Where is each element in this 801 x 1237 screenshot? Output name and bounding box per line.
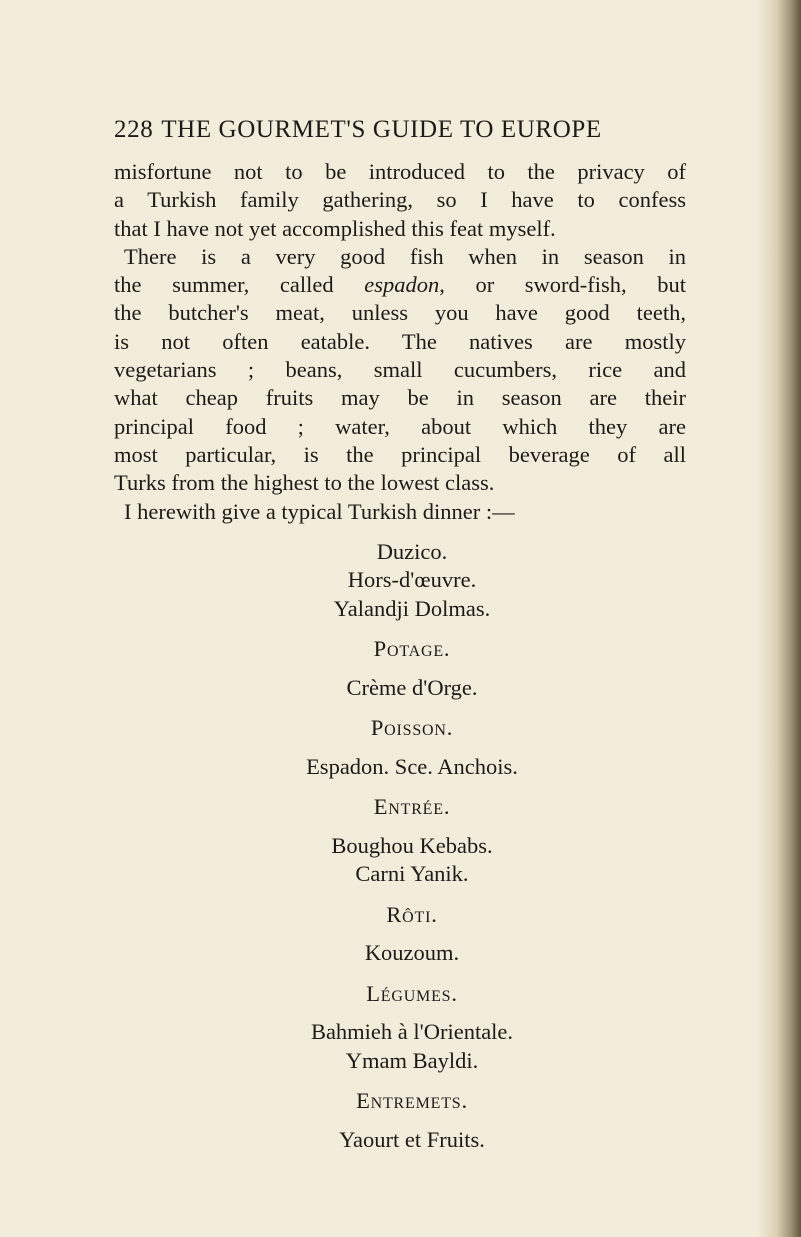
paragraph-2 [114,243,686,498]
menu-item: Duzico. [376,538,448,564]
menu-item: Boughou Kebabs. [331,832,493,858]
menu-item: Kouzoum. [364,940,460,966]
menu-heading: Entrée. [373,794,451,820]
body-text [114,158,686,526]
menu-intro [138,538,686,624]
text-line: principal food ; water, about which they are [114,413,686,439]
menu-section-poisson [138,714,686,781]
menu-section-roti [138,901,686,968]
text-line: vegetarians ; beans, small cucumbers, rice and [114,357,686,383]
menu-item: Carni Yanik. [355,861,469,887]
running-head [114,112,686,148]
menu-section-legumes [138,980,686,1076]
menu-heading: Poisson. [370,715,454,741]
menu-item: Yaourt et Fruits. [339,1126,485,1152]
menu-heading: Rôti. [386,901,438,927]
book-page [114,112,686,1154]
page-number: 228 [114,116,154,143]
text-line: most particular, is the principal beverage of all [114,441,686,467]
text-segment: the summer, called [114,272,365,298]
text-line: misfortune not to be introduced to the privacy of [114,159,686,184]
menu-heading: Légumes. [366,980,458,1006]
text-line: the butcher's meat, unless you have good teeth, [114,300,686,326]
dinner-menu [114,538,686,1155]
text-line: is not often eatable. The natives are mostly [114,328,686,354]
menu-item: Yalandji Dolmas. [333,595,491,621]
text-line: There is a very good fish when in season in [124,243,686,269]
menu-heading: Entremets. [356,1088,468,1114]
menu-section-entremets [138,1087,686,1154]
menu-item: Bahmieh à l'Orientale. [310,1019,514,1045]
menu-section-entree [138,793,686,889]
book-title: THE GOURMET'S GUIDE TO EUROPE [161,116,602,143]
menu-item: Ymam Bayldi. [345,1047,479,1073]
text-line [114,271,686,299]
paragraph-1 [114,158,686,243]
text-line: Turks from the highest to the lowest class. [114,470,495,496]
text-line: what cheap fruits may be in season are their [114,385,686,411]
text-line: a Turkish family gathering, so I have to confess [114,187,686,213]
italic-term-espadon: espadon [364,272,440,298]
menu-section-potage [138,635,686,702]
menu-item: Hors-d'œuvre. [347,567,477,593]
text-line: I herewith give a typical Turkish dinner :— [124,498,515,524]
page-edge-shadow [757,0,801,1237]
text-line: that I have not yet accomplished this feat myself. [114,215,556,241]
menu-item: Crème d'Orge. [346,674,478,700]
menu-item: Espadon. Sce. Anchois. [306,753,518,779]
text-segment: , or sword-fish, but [439,272,686,298]
menu-heading: Potage. [373,636,451,662]
paragraph-3 [114,498,686,526]
